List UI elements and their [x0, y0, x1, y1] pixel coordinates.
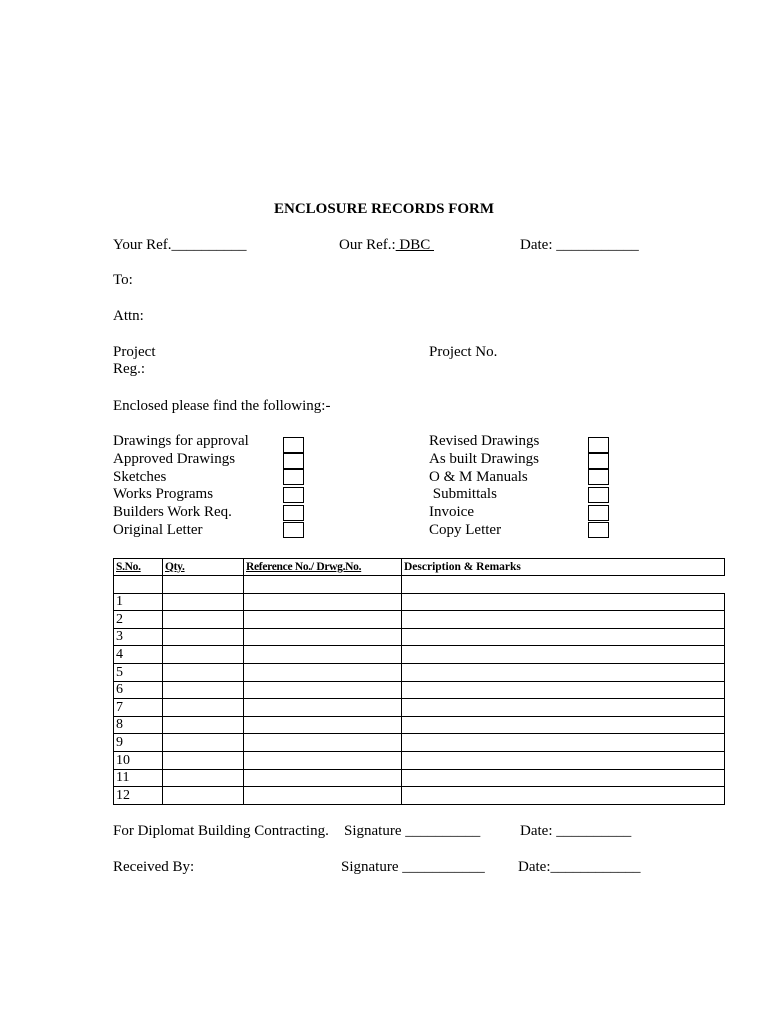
table-cell[interactable] — [244, 681, 402, 699]
date-field-2: Date:____________ — [518, 859, 641, 875]
row-number: 2 — [114, 611, 163, 629]
table-cell[interactable] — [402, 699, 725, 717]
checkbox-om-manuals[interactable] — [588, 469, 609, 485]
table-row — [114, 699, 725, 717]
records-table — [113, 558, 725, 805]
table-cell[interactable] — [163, 787, 244, 805]
attn-label: Attn: — [113, 308, 144, 324]
our-ref-label: Our Ref.: — [339, 237, 396, 253]
table-cell[interactable] — [244, 628, 402, 646]
table-cell[interactable] — [244, 576, 402, 594]
table-cell[interactable] — [402, 787, 725, 805]
table-row — [114, 611, 725, 629]
table-cell[interactable] — [163, 576, 244, 594]
table-cell[interactable] — [244, 787, 402, 805]
for-company-label: For Diplomat Building Contracting. — [113, 823, 329, 839]
table-cell[interactable] — [402, 769, 725, 787]
signature-field-2: Signature ___________ — [341, 859, 485, 875]
table-cell[interactable] — [163, 611, 244, 629]
table-row — [114, 628, 725, 646]
item-works-programs: Works Programs — [113, 486, 214, 502]
table-cell[interactable] — [402, 628, 725, 646]
table-header-row — [114, 559, 725, 576]
header-sno: S.No. — [114, 559, 163, 576]
item-original-letter: Original Letter — [113, 522, 203, 538]
checkbox-approved-drawings[interactable] — [283, 453, 304, 469]
table-cell[interactable] — [163, 751, 244, 769]
header-description: Description & Remarks — [402, 559, 725, 576]
checkbox-copy-letter[interactable] — [588, 522, 609, 538]
table-cell[interactable] — [402, 663, 725, 681]
item-as-built-drawings: As built Drawings — [429, 451, 539, 467]
row-number: 11 — [114, 769, 163, 787]
our-ref-value: DBC — [395, 237, 434, 253]
row-number: 9 — [114, 734, 163, 752]
date-field-1: Date: __________ — [520, 823, 632, 839]
table-cell[interactable] — [244, 663, 402, 681]
table-cell[interactable] — [163, 663, 244, 681]
row-number: 4 — [114, 646, 163, 664]
checkbox-builders-work-req[interactable] — [283, 505, 304, 521]
table-cell[interactable] — [163, 734, 244, 752]
your-ref-field: Your Ref.__________ — [113, 237, 247, 253]
table-cell[interactable] — [402, 734, 725, 752]
table-cell[interactable] — [244, 769, 402, 787]
table-cell[interactable] — [244, 699, 402, 717]
item-submittals: Submittals — [429, 486, 497, 502]
item-drawings-for-approval: Drawings for approval — [113, 433, 249, 449]
item-invoice: Invoice — [429, 504, 474, 520]
row-number: 12 — [114, 787, 163, 805]
table-cell[interactable] — [244, 611, 402, 629]
checkbox-submittals[interactable] — [588, 487, 609, 503]
table-row — [114, 646, 725, 664]
table-cell[interactable] — [163, 699, 244, 717]
signature-field-1: Signature __________ — [344, 823, 481, 839]
table-cell[interactable] — [114, 576, 163, 594]
table-cell[interactable] — [163, 628, 244, 646]
item-revised-drawings: Revised Drawings — [429, 433, 540, 449]
table-cell[interactable] — [163, 769, 244, 787]
table-row — [114, 787, 725, 805]
table-cell[interactable] — [244, 593, 402, 611]
to-label: To: — [113, 272, 133, 288]
table-cell[interactable] — [163, 681, 244, 699]
project-no-label: Project No. — [429, 344, 498, 360]
header-qty: Qty. — [163, 559, 244, 576]
table-row — [114, 681, 725, 699]
table-row — [114, 734, 725, 752]
table-row — [114, 576, 725, 594]
table-cell[interactable] — [402, 593, 725, 611]
table-row — [114, 716, 725, 734]
row-number: 6 — [114, 681, 163, 699]
table-cell[interactable] — [244, 751, 402, 769]
enclosed-text: Enclosed please find the following:- — [113, 398, 331, 414]
table-cell[interactable] — [402, 716, 725, 734]
row-number: 7 — [114, 699, 163, 717]
project-reg-label-line2: Reg.: — [113, 361, 146, 377]
row-number: 8 — [114, 716, 163, 734]
item-builders-work-req: Builders Work Req. — [113, 504, 232, 520]
date-field: Date: ___________ — [520, 237, 639, 253]
item-approved-drawings: Approved Drawings — [113, 451, 236, 467]
row-number: 10 — [114, 751, 163, 769]
our-ref-field — [339, 236, 434, 254]
table-cell[interactable] — [163, 646, 244, 664]
row-number: 5 — [114, 663, 163, 681]
table-cell[interactable] — [402, 681, 725, 699]
table-cell[interactable] — [244, 734, 402, 752]
checkbox-revised-drawings[interactable] — [588, 437, 609, 453]
item-om-manuals: O & M Manuals — [429, 469, 528, 485]
project-reg-label-line1: Project — [113, 344, 156, 360]
checkbox-works-programs[interactable] — [283, 487, 304, 503]
table-cell[interactable] — [163, 593, 244, 611]
table-cell[interactable] — [402, 646, 725, 664]
form-title: ENCLOSURE RECORDS FORM — [274, 201, 495, 217]
row-number: 3 — [114, 628, 163, 646]
checkbox-invoice[interactable] — [588, 505, 609, 521]
table-row — [114, 593, 725, 611]
table-cell[interactable] — [402, 611, 725, 629]
checkbox-sketches[interactable] — [283, 469, 304, 485]
checkbox-as-built-drawings[interactable] — [588, 453, 609, 469]
checkbox-drawings-for-approval[interactable] — [283, 437, 304, 453]
checkbox-original-letter[interactable] — [283, 522, 304, 538]
table-row — [114, 663, 725, 681]
table-row — [114, 769, 725, 787]
table-cell[interactable] — [402, 751, 725, 769]
table-cell[interactable] — [244, 646, 402, 664]
item-sketches: Sketches — [113, 469, 167, 485]
row-number: 1 — [114, 593, 163, 611]
item-copy-letter: Copy Letter — [429, 522, 502, 538]
received-by-label: Received By: — [113, 859, 195, 875]
table-cell[interactable] — [163, 716, 244, 734]
table-cell[interactable] — [244, 716, 402, 734]
header-reference: Reference No./ Drwg.No. — [244, 559, 402, 576]
table-row — [114, 751, 725, 769]
